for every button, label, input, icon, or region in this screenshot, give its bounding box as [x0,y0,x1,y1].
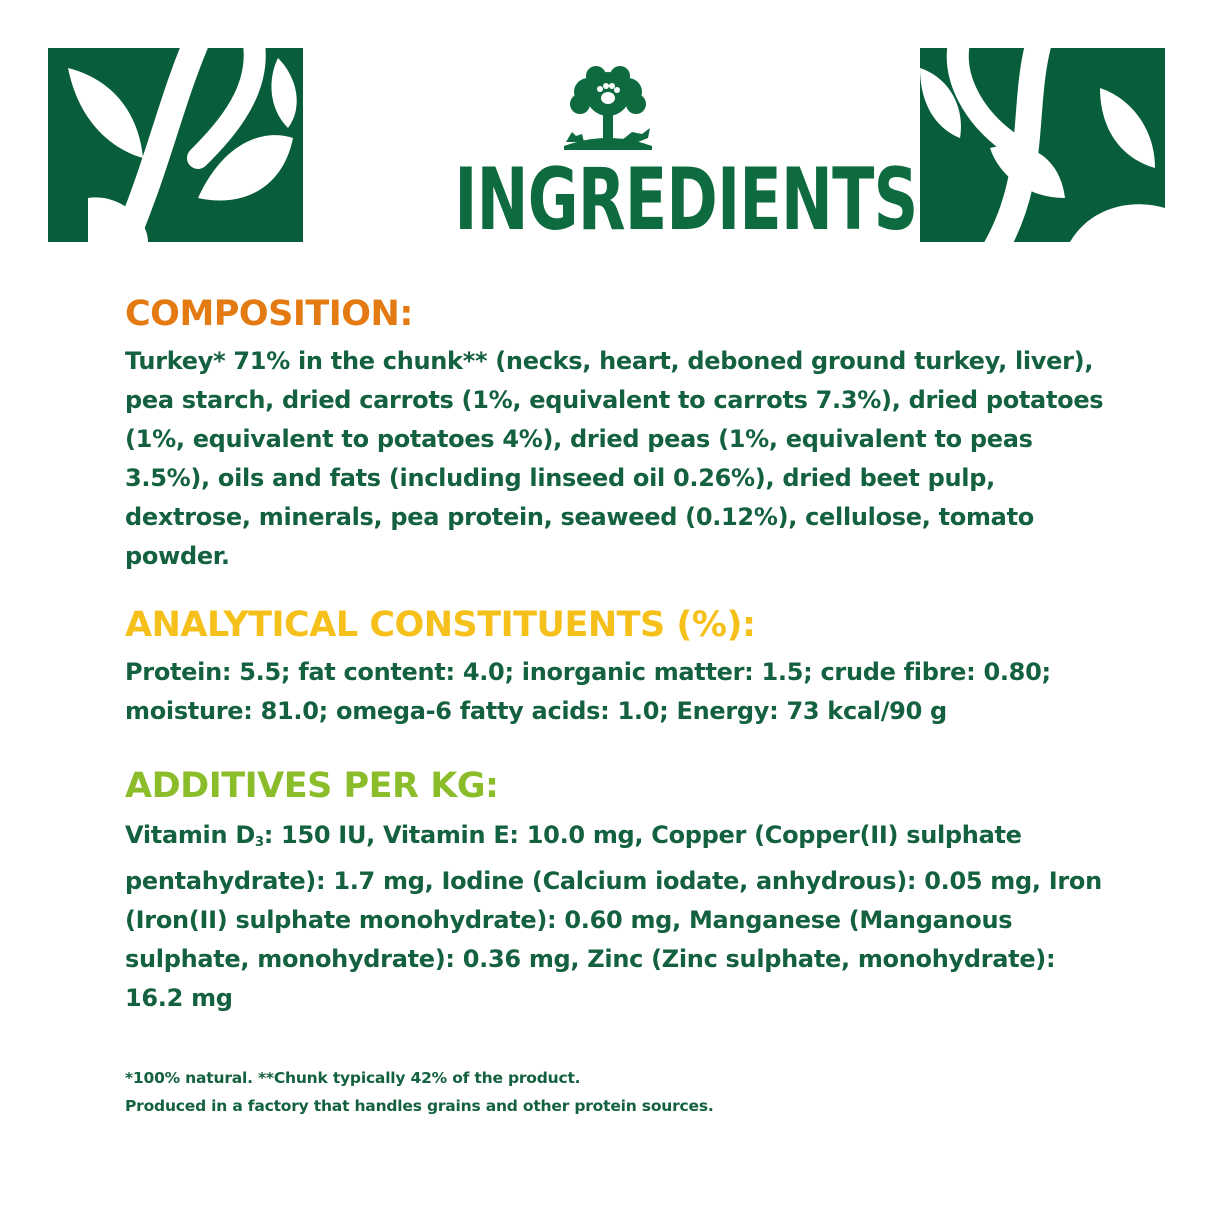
brand-logo [556,64,660,152]
vitamin-d-subscript: 3 [254,835,264,850]
composition-text: Turkey* 71% in the chunk** (necks, heart, deboned ground turkey, liver), pea starch, dried carrots (1%, equivalent to carrots 7.3%), dried potatoes (1%, equivalent to potatoes 4%), dried peas (1%, equivalent to peas 3.5%), oils and fats (including linseed oil 0.26%), dried beet pulp, dextrose, minerals, pea protein, seaweed (0.12%), cellulose, tomato powder. [125,347,1104,570]
composition-heading: COMPOSITION: [125,294,413,334]
analytical-heading: ANALYTICAL CONSTITUENTS (%): [125,605,756,645]
additives-text [125,816,1105,1018]
decorative-banner-left [48,48,303,242]
analytical-text: Protein: 5.5; fat content: 4.0; inorganic matter: 1.5; crude fibre: 0.80; moisture: 81.0; omega-6 fatty acids: 1.0; Energy: 73 kcal/90 g [125,658,1051,725]
analytical-section [125,603,1105,731]
additives-heading: ADDITIVES PER KG: [125,766,499,806]
vitamin-d-label: Vitamin D [125,821,255,849]
additives-list: : 150 IU, Vitamin E: 10.0 mg, Copper (Copper(II) sulphate pentahydrate): 1.7 mg, Iodine (Calcium iodate, anhydrous): 0.05 mg, Iron (Iron(II) sulphate monohydrate): 0.60 mg, Manganese (Manganous sulphate, monohydrate): 0.36 mg, Zinc (Zinc sulphate, monohydrate): 16.2 mg [125,821,1102,1012]
page-title: INGREDIENTS [454,150,918,250]
footnotes [125,1064,1025,1120]
tree-with-paw-and-pets-logo-icon [556,64,660,152]
leaf-vine-decoration-icon [48,48,303,242]
footnote-natural: *100% natural. **Chunk typically 42% of the product. [125,1069,581,1087]
leaf-vine-decoration-icon [920,48,1165,242]
footnote-allergen: Produced in a factory that handles grains and other protein sources. [125,1097,714,1115]
decorative-banner-right [920,48,1165,242]
additives-section [125,764,1105,1018]
composition-section [125,292,1105,576]
